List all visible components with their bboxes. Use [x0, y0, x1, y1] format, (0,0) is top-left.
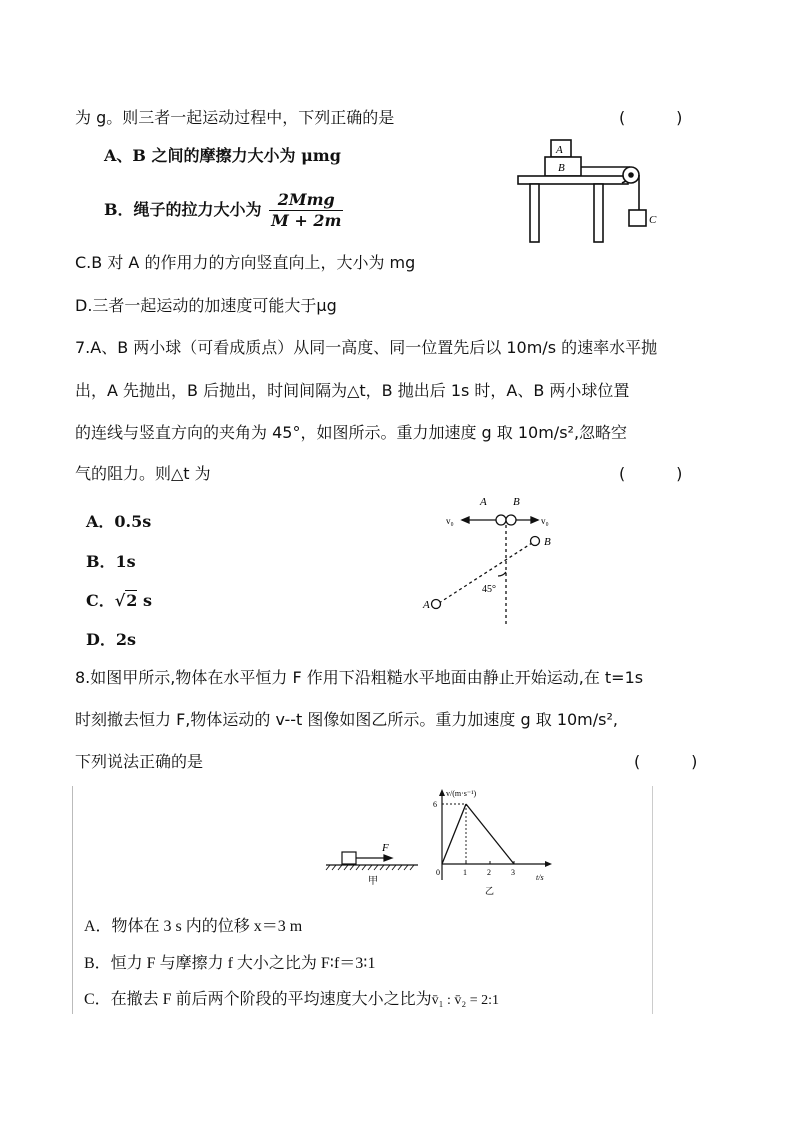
label-a-top: A — [480, 496, 487, 508]
q6-option-b-prefix: B．绳子的拉力大小为 — [104, 200, 262, 219]
figure-jia-label: 甲 — [368, 876, 378, 886]
q6-option-d: D.三者一起运动的加速度可能大于μg — [75, 296, 337, 315]
x-tick-label: 1 — [463, 868, 467, 877]
q7-answer-paren: ( ) — [619, 464, 683, 483]
q6-option-b-numerator: 2Mmg — [269, 190, 343, 211]
q6-option-c: C.B 对 A 的作用力的方向竖直向上，大小为 mg — [75, 253, 416, 272]
q8-option-c-text: C．在撤去 F 前后两个阶段的平均速度大小之比为 — [84, 991, 432, 1008]
q7-option-c-unit: s — [137, 591, 152, 610]
q8-answer-paren: ( ) — [634, 752, 698, 771]
ground-hatching — [326, 865, 414, 870]
q6-intro: 为 g。则三者一起运动过程中，下列正确的是 — [75, 108, 395, 127]
q7-option-a: A．0.5s — [86, 512, 152, 531]
q6-option-b — [104, 186, 343, 234]
label-a: A — [423, 599, 430, 611]
q7-projectile-figure — [420, 490, 570, 630]
q7-line-1: 7.A、B 两小球（可看成质点）从同一高度、同一位置先后以 10m/s 的速率水平抛 — [75, 338, 658, 357]
q7-option-c-prefix: C． — [86, 591, 115, 610]
figure-yi-label: 乙 — [485, 887, 495, 897]
label-b: B — [544, 536, 551, 548]
x-axis-label: t/s — [536, 873, 544, 882]
q6-option-a — [104, 146, 341, 166]
q6-option-a-text: A、B 之间的摩擦力大小为 μmg — [104, 146, 341, 165]
q8-line-1: 8.如图甲所示,物体在水平恒力 F 作用下沿粗糙水平地面由静止开始运动,在 t=1s — [75, 668, 644, 687]
q8-vt-chart — [428, 786, 558, 898]
q7-line-3: 的连线与竖直方向的夹角为 45°，如图所示。重力加速度 g 取 10m/s²,忽略空 — [75, 423, 628, 442]
ball-a — [432, 600, 441, 609]
y-tick-label: 6 — [433, 800, 437, 809]
v0-arrowhead-right — [531, 517, 538, 523]
x-tick-label: 0 — [436, 868, 440, 877]
q7-option-c — [86, 591, 152, 611]
y-axis-label: v/(m·s⁻¹) — [446, 789, 477, 798]
v0-arrowhead-left — [462, 517, 469, 523]
ball-b-top — [506, 515, 516, 525]
pulley-axle — [629, 173, 633, 177]
table-top — [518, 176, 628, 184]
angle-arc — [498, 572, 506, 576]
q7-option-b: B．1s — [86, 552, 136, 571]
q7-line-4: 气的阻力。则△t 为 — [75, 464, 211, 483]
label-c: C — [649, 214, 657, 226]
vt-series-segment — [466, 804, 514, 864]
label-b: B — [558, 162, 565, 174]
x-axis-arrowhead — [545, 861, 552, 867]
q6-option-b-fraction — [269, 190, 343, 231]
scan-border-right — [652, 786, 653, 1014]
vt-series-segment — [442, 804, 466, 864]
q8-option-c — [84, 990, 499, 1011]
block — [342, 852, 356, 864]
x-tick-label: 3 — [511, 868, 515, 877]
table-leg-left — [530, 184, 539, 242]
sqrt-radicand: 2 — [126, 591, 138, 610]
ball-a-top — [496, 515, 506, 525]
q8-option-b: B．恒力 F 与摩擦力 f 大小之比为 F∶f＝3∶1 — [84, 955, 376, 972]
x-tick-label: 2 — [487, 868, 491, 877]
label-b-top: B — [513, 496, 520, 508]
label-a: A — [556, 144, 563, 156]
label-v0-right: v₀ — [541, 516, 549, 526]
angle-label: 45° — [482, 584, 496, 595]
q6-table-pulley-figure — [510, 134, 670, 246]
q8-line-2: 时刻撤去恒力 F,物体运动的 v--t 图像如图乙所示。重力加速度 g 取 10m/s², — [75, 710, 618, 729]
q7-line-2: 出，A 先抛出，B 后抛出，时间间隔为△t，B 抛出后 1s 时，A、B 两小球位置 — [75, 381, 630, 400]
q6-answer-paren: ( ) — [619, 108, 683, 127]
q8-line-3: 下列说法正确的是 — [75, 752, 204, 771]
block-c — [629, 210, 646, 226]
q8-figure-jia — [322, 840, 422, 886]
q7-option-d: D．2s — [86, 630, 137, 649]
sqrt-symbol: √ — [114, 591, 126, 610]
label-v0-left: v₀ — [446, 516, 454, 526]
force-label: F — [382, 842, 389, 854]
y-axis-arrowhead — [439, 789, 445, 796]
ball-b — [531, 537, 540, 546]
scan-border-left — [72, 786, 73, 1014]
table-leg-right — [594, 184, 603, 242]
q8-option-a: A．物体在 3 s 内的位移 x＝3 m — [84, 918, 303, 935]
q8-option-c-ratio: v̄₁ : v̄₂ = 2:1 — [431, 993, 500, 1008]
q6-option-b-denominator: M + 2m — [271, 211, 342, 230]
force-arrowhead — [384, 855, 392, 861]
